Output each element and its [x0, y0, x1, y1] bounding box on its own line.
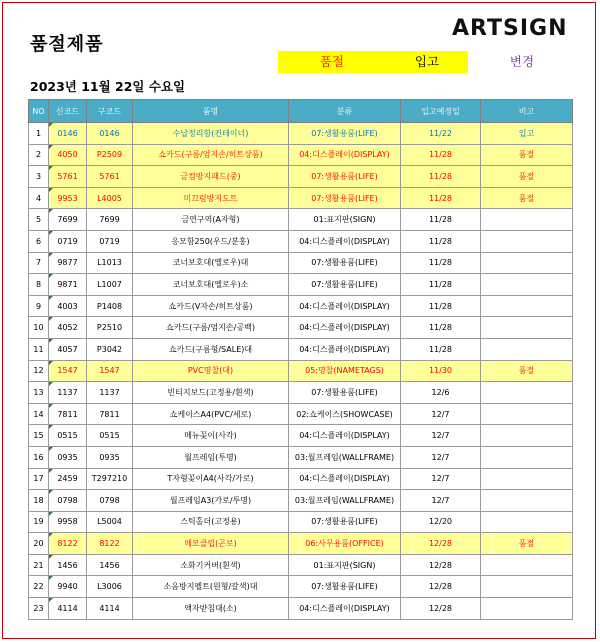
note-cell: [481, 511, 573, 533]
product-name-cell: 쇼카드(구름/엄지손/히트상품): [133, 144, 289, 166]
category-cell: 04:디스플레이(DISPLAY): [289, 598, 401, 620]
row-number: 6: [29, 230, 49, 252]
note-cell: [481, 274, 573, 296]
category-cell: 02:쇼케이스(SHOWCASE): [289, 403, 401, 425]
row-number: 2: [29, 144, 49, 166]
table-row: [29, 446, 573, 468]
product-name-cell: 소음방지펠트(원형/갈색)대: [133, 576, 289, 598]
note-cell: [481, 490, 573, 512]
table-row: [29, 144, 573, 166]
old-code-cell: 0798: [87, 490, 133, 512]
category-cell: 04:디스플레이(DISPLAY): [289, 295, 401, 317]
old-code-cell: 1547: [87, 360, 133, 382]
old-code-cell: L1013: [87, 252, 133, 274]
note-cell: [481, 425, 573, 447]
old-code-cell: L5004: [87, 511, 133, 533]
old-code-cell: 0515: [87, 425, 133, 447]
new-code-cell: 4050: [49, 144, 87, 166]
row-number: 9: [29, 295, 49, 317]
category-cell: 04:디스플레이(DISPLAY): [289, 425, 401, 447]
note-cell: [481, 252, 573, 274]
product-name-cell: 미끄럼방지도트: [133, 187, 289, 209]
note-cell: [481, 403, 573, 425]
table-row: [29, 360, 573, 382]
table-row: [29, 425, 573, 447]
category-cell: 04:디스플레이(DISPLAY): [289, 468, 401, 490]
table-row: [29, 598, 573, 620]
note-cell: [481, 230, 573, 252]
category-cell: 07:생활용품(LIFE): [289, 123, 401, 145]
due-date-cell: 12/7: [401, 425, 481, 447]
note-cell: [481, 382, 573, 404]
note-cell: [481, 295, 573, 317]
table-row: [29, 252, 573, 274]
due-date-cell: 12/6: [401, 382, 481, 404]
new-code-cell: 4003: [49, 295, 87, 317]
new-code-cell: 0935: [49, 446, 87, 468]
note-cell: 품절: [481, 166, 573, 188]
new-code-cell: 9958: [49, 511, 87, 533]
note-cell: 품절: [481, 533, 573, 555]
product-name-cell: 금연구역(A자형): [133, 209, 289, 231]
row-number: 22: [29, 576, 49, 598]
table-row: [29, 403, 573, 425]
due-date-cell: 11/28: [401, 274, 481, 296]
old-code-cell: P3042: [87, 338, 133, 360]
table-row: [29, 490, 573, 512]
new-code-cell: 7699: [49, 209, 87, 231]
product-name-cell: 월프레임(투명): [133, 446, 289, 468]
due-date-cell: 12/20: [401, 511, 481, 533]
product-name-cell: 스틱홀더(고정용): [133, 511, 289, 533]
old-code-cell: P2510: [87, 317, 133, 339]
category-cell: 01:표지판(SIGN): [289, 554, 401, 576]
table-row: [29, 230, 573, 252]
table-row: [29, 187, 573, 209]
product-name-cell: PVC명찰(대): [133, 360, 289, 382]
due-date-cell: 11/28: [401, 295, 481, 317]
table-row: [29, 533, 573, 555]
product-name-cell: 응모함250(우드/분홍): [133, 230, 289, 252]
category-cell: 07:생활용품(LIFE): [289, 166, 401, 188]
new-code-cell: 4114: [49, 598, 87, 620]
due-date-cell: 11/28: [401, 209, 481, 231]
row-number: 12: [29, 360, 49, 382]
due-date-cell: 11/28: [401, 252, 481, 274]
row-number: 5: [29, 209, 49, 231]
new-code-cell: 9953: [49, 187, 87, 209]
product-name-cell: 수납정리함(컨테이너): [133, 123, 289, 145]
note-cell: 품절: [481, 360, 573, 382]
note-cell: [481, 468, 573, 490]
due-date-cell: 11/22: [401, 123, 481, 145]
category-cell: 03:월프레임(WALLFRAME): [289, 446, 401, 468]
row-number: 13: [29, 382, 49, 404]
legend-changed: 변경: [509, 54, 535, 69]
new-code-cell: 0515: [49, 425, 87, 447]
product-name-cell: 월프레임A3(가로/투명): [133, 490, 289, 512]
row-number: 14: [29, 403, 49, 425]
row-number: 17: [29, 468, 49, 490]
due-date-cell: 12/28: [401, 598, 481, 620]
due-date-cell: 12/7: [401, 490, 481, 512]
row-number: 7: [29, 252, 49, 274]
category-cell: 05:명찰(NAMETAGS): [289, 360, 401, 382]
note-cell: [481, 576, 573, 598]
old-code-cell: 1456: [87, 554, 133, 576]
due-date-cell: 11/28: [401, 338, 481, 360]
product-name-cell: T자형꽂이A4(사각/가로): [133, 468, 289, 490]
due-date-cell: 12/7: [401, 446, 481, 468]
new-code-cell: 0798: [49, 490, 87, 512]
legend-out-of-stock: 품절: [278, 51, 386, 73]
table-row: [29, 338, 573, 360]
product-name-cell: 쇼카드(구름형/SALE)대: [133, 338, 289, 360]
due-date-cell: 11/28: [401, 166, 481, 188]
new-code-cell: 2459: [49, 468, 87, 490]
old-code-cell: T297210: [87, 468, 133, 490]
category-cell: 04:디스플레이(DISPLAY): [289, 317, 401, 339]
row-number: 10: [29, 317, 49, 339]
col-header-category: 분류: [289, 100, 401, 123]
old-code-cell: 8122: [87, 533, 133, 555]
note-cell: [481, 338, 573, 360]
legend-restocked: 입고: [386, 51, 468, 73]
product-name-cell: 쇼케이스A4(PVC/세로): [133, 403, 289, 425]
category-cell: 04:디스플레이(DISPLAY): [289, 144, 401, 166]
old-code-cell: P1408: [87, 295, 133, 317]
due-date-cell: 11/30: [401, 360, 481, 382]
note-cell: [481, 598, 573, 620]
product-name-cell: 코너보호대(옐로우)대: [133, 252, 289, 274]
category-cell: 03:월프레임(WALLFRAME): [289, 490, 401, 512]
category-cell: 04:디스플레이(DISPLAY): [289, 338, 401, 360]
due-date-cell: 11/28: [401, 230, 481, 252]
new-code-cell: 8122: [49, 533, 87, 555]
product-name-cell: 메뉴꽂이(사각): [133, 425, 289, 447]
row-number: 23: [29, 598, 49, 620]
new-code-cell: 1137: [49, 382, 87, 404]
product-name-cell: 빈티지보드(고정용/흰색): [133, 382, 289, 404]
category-cell: 07:생활용품(LIFE): [289, 511, 401, 533]
due-date-cell: 12/7: [401, 468, 481, 490]
note-cell: [481, 209, 573, 231]
old-code-cell: 0935: [87, 446, 133, 468]
row-number: 18: [29, 490, 49, 512]
stock-table: [28, 99, 573, 620]
note-cell: 입고: [481, 123, 573, 145]
category-cell: 07:생활용품(LIFE): [289, 252, 401, 274]
new-code-cell: 1456: [49, 554, 87, 576]
due-date-cell: 12/28: [401, 554, 481, 576]
table-header-row: [29, 100, 573, 123]
category-cell: 04:디스플레이(DISPLAY): [289, 230, 401, 252]
new-code-cell: 1547: [49, 360, 87, 382]
row-number: 15: [29, 425, 49, 447]
product-name-cell: 소화기커버(흰색): [133, 554, 289, 576]
note-cell: 품절: [481, 187, 573, 209]
row-number: 16: [29, 446, 49, 468]
col-header-old-code: 구코드: [87, 100, 133, 123]
note-cell: [481, 554, 573, 576]
col-header-note: 비고: [481, 100, 573, 123]
note-cell: [481, 317, 573, 339]
table-row: [29, 576, 573, 598]
old-code-cell: 0146: [87, 123, 133, 145]
old-code-cell: P2509: [87, 144, 133, 166]
product-name-cell: 쇼카드(구름/엄지손/공백): [133, 317, 289, 339]
category-cell: 07:생활용품(LIFE): [289, 274, 401, 296]
product-name-cell: 메모클립(곤로): [133, 533, 289, 555]
row-number: 11: [29, 338, 49, 360]
table-row: [29, 468, 573, 490]
category-cell: 06:사무용품(OFFICE): [289, 533, 401, 555]
old-code-cell: L4005: [87, 187, 133, 209]
old-code-cell: 7811: [87, 403, 133, 425]
col-header-new-code: 신코드: [49, 100, 87, 123]
old-code-cell: L3006: [87, 576, 133, 598]
due-date-cell: 12/28: [401, 533, 481, 555]
brand-logo: ARTSIGN: [452, 16, 568, 41]
category-cell: 01:표지판(SIGN): [289, 209, 401, 231]
category-cell: 07:생활용품(LIFE): [289, 382, 401, 404]
product-name-cell: 액자받침대(소): [133, 598, 289, 620]
table-row: [29, 511, 573, 533]
old-code-cell: 1137: [87, 382, 133, 404]
note-cell: [481, 446, 573, 468]
row-number: 20: [29, 533, 49, 555]
new-code-cell: 9877: [49, 252, 87, 274]
table-row: [29, 317, 573, 339]
new-code-cell: 7811: [49, 403, 87, 425]
row-number: 21: [29, 554, 49, 576]
table-row: [29, 295, 573, 317]
new-code-cell: 0719: [49, 230, 87, 252]
new-code-cell: 0146: [49, 123, 87, 145]
table-row: [29, 554, 573, 576]
report-date: 2023년 11월 22일 수요일: [30, 79, 186, 94]
due-date-cell: 11/28: [401, 187, 481, 209]
category-cell: 07:생활용품(LIFE): [289, 576, 401, 598]
due-date-cell: 11/28: [401, 144, 481, 166]
old-code-cell: 0719: [87, 230, 133, 252]
col-header-no: NO: [29, 100, 49, 123]
due-date-cell: 12/28: [401, 576, 481, 598]
old-code-cell: L1007: [87, 274, 133, 296]
page-title: 품절제품: [30, 34, 104, 55]
new-code-cell: 9940: [49, 576, 87, 598]
product-name-cell: 금컴방지패드(중): [133, 166, 289, 188]
row-number: 3: [29, 166, 49, 188]
old-code-cell: 7699: [87, 209, 133, 231]
old-code-cell: 4114: [87, 598, 133, 620]
due-date-cell: 11/28: [401, 317, 481, 339]
col-header-product-name: 품명: [133, 100, 289, 123]
new-code-cell: 9871: [49, 274, 87, 296]
row-number: 1: [29, 123, 49, 145]
old-code-cell: 5761: [87, 166, 133, 188]
table-row: [29, 274, 573, 296]
new-code-cell: 5761: [49, 166, 87, 188]
col-header-due-date: 입고예정일: [401, 100, 481, 123]
due-date-cell: 12/7: [401, 403, 481, 425]
note-cell: 품절: [481, 144, 573, 166]
category-cell: 07:생활용품(LIFE): [289, 187, 401, 209]
row-number: 4: [29, 187, 49, 209]
new-code-cell: 4057: [49, 338, 87, 360]
table-row: [29, 123, 573, 145]
new-code-cell: 4052: [49, 317, 87, 339]
table-row: [29, 209, 573, 231]
row-number: 19: [29, 511, 49, 533]
table-row: [29, 382, 573, 404]
table-row: [29, 166, 573, 188]
row-number: 8: [29, 274, 49, 296]
product-name-cell: 코너보호대(옐로우)소: [133, 274, 289, 296]
product-name-cell: 쇼카드(V자손/히트상품): [133, 295, 289, 317]
